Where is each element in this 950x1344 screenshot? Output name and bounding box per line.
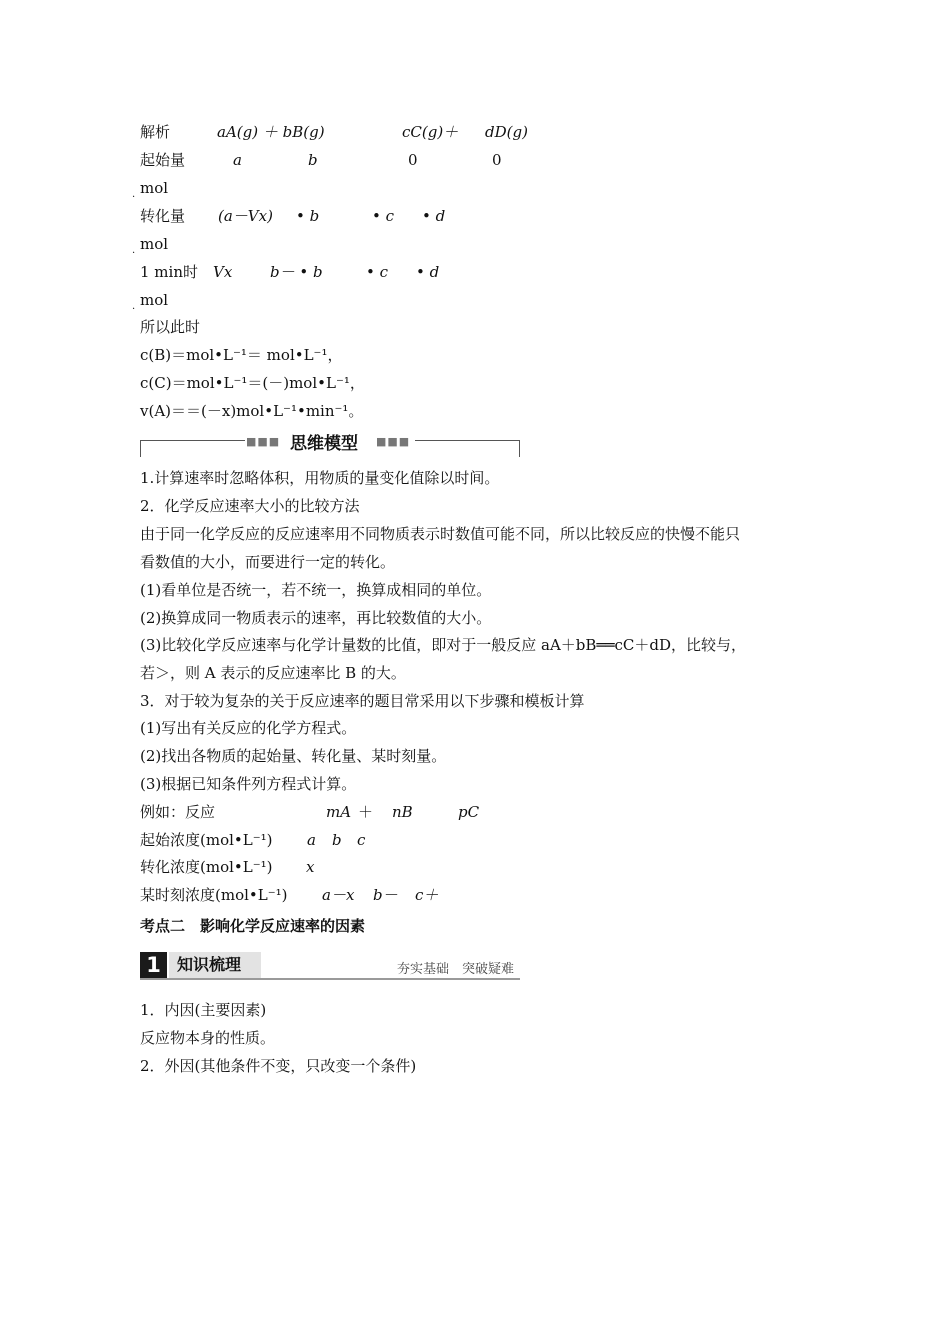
transform-a: (a－Vx) <box>218 207 273 225</box>
transform-b: • b <box>296 207 320 225</box>
tm-line-8: 若＞，则 A 表示的反应速率比 B 的大。 <box>140 664 406 682</box>
equation-cb: c(B)＝mol•L⁻¹＝ mol•L⁻¹， <box>140 346 343 364</box>
section-rule <box>140 978 520 980</box>
banner-squares-right: ■■■ <box>376 435 411 448</box>
transform-conc-x: x <box>306 858 315 876</box>
tm-line-11: (2)找出各物质的起始量、转化量、某时刻量。 <box>140 747 447 765</box>
start-conc-b: b <box>332 831 342 849</box>
start-b: b <box>308 151 318 169</box>
start-label: 起始量 <box>140 151 186 169</box>
knowledge-section-bar <box>140 952 520 980</box>
unit-mol-3: mol <box>140 291 169 309</box>
topic2-line-1: 1．内因(主要因素) <box>140 1001 267 1019</box>
tm-line-12: (3)根据已知条件列方程式计算。 <box>140 775 357 793</box>
start-d: 0 <box>492 151 502 169</box>
unit-mol-2: mol <box>140 235 169 253</box>
tm-line-6: (2)换算成同一物质表示的速率，再比较数值的大小。 <box>140 609 492 627</box>
transform-label: 转化量 <box>140 207 186 225</box>
example-nb: nB <box>392 803 413 821</box>
time-c: • c <box>366 263 389 281</box>
section-label: 知识梳理 <box>169 952 261 978</box>
time-d: • d <box>416 263 440 281</box>
bullet-dot: . <box>132 189 136 200</box>
example-ma: mA <box>326 803 352 821</box>
topic2-line-2: 反应物本身的性质。 <box>140 1029 276 1047</box>
reactants: aA(g) ＋ bB(g) <box>217 123 325 141</box>
start-c: 0 <box>408 151 418 169</box>
example-pc: pC <box>458 803 480 821</box>
transform-conc-label: 转化浓度(mol•L⁻¹) <box>140 858 273 876</box>
transform-c: • c <box>372 207 395 225</box>
tm-line-1: 1.计算速率时忽略体积，用物质的量变化值除以时间。 <box>140 469 500 487</box>
section-number: 1 <box>140 952 167 978</box>
tm-line-7: (3)比较化学反应速率与化学计量数的比值，即对于一般反应 aA＋bB══cC＋dD，比较与， <box>140 636 746 654</box>
tm-line-4: 看数值的大小，而要进行一定的转化。 <box>140 553 396 571</box>
start-conc-c: c <box>357 831 366 849</box>
moment-conc-b: b－ <box>373 886 398 904</box>
unit-mol-1: mol <box>140 179 169 197</box>
product-c: cC(g)＋ <box>402 123 459 141</box>
banner-bracket-right <box>415 440 520 457</box>
equation-va: v(A)＝＝(－x)mol•L⁻¹•min⁻¹。 <box>140 402 364 420</box>
tm-line-9: 3．对于较为复杂的关于反应速率的题目常采用以下步骤和模板计算 <box>140 692 585 710</box>
banner-bracket-left <box>140 440 245 457</box>
topic2-heading: 考点二 影响化学反应速率的因素 <box>140 917 366 935</box>
bullet-dot: . <box>132 301 136 312</box>
moment-conc-c: c＋ <box>415 886 439 904</box>
equation-cc: c(C)＝mol•L⁻¹＝(－)mol•L⁻¹， <box>140 374 365 392</box>
time-b: b－ • b <box>270 263 323 281</box>
so-line: 所以此时 <box>140 318 201 336</box>
topic2-line-3: 2．外因(其他条件不变，只改变一个条件) <box>140 1057 417 1075</box>
product-d: dD(g) <box>485 123 528 141</box>
thinking-model-banner <box>140 428 520 458</box>
start-conc-label: 起始浓度(mol•L⁻¹) <box>140 831 273 849</box>
time-label: 1 min时 <box>140 263 198 281</box>
bullet-dot: . <box>132 245 136 256</box>
example-plus: ＋ <box>358 803 374 821</box>
banner-title: 思维模型 <box>290 434 358 454</box>
start-conc-a: a <box>307 831 316 849</box>
analysis-label: 解析 <box>140 123 171 141</box>
section-slogan: 夯实基础 突破疑难 <box>396 962 514 977</box>
time-a: Vx <box>213 263 233 281</box>
moment-conc-label: 某时刻浓度(mol•L⁻¹) <box>140 886 288 904</box>
example-label: 例如：反应 <box>140 803 216 821</box>
tm-line-10: (1)写出有关反应的化学方程式。 <box>140 719 357 737</box>
moment-conc-a: a－x <box>322 886 355 904</box>
tm-line-5: (1)看单位是否统一，若不统一，换算成相同的单位。 <box>140 581 492 599</box>
transform-d: • d <box>422 207 446 225</box>
start-a: a <box>233 151 242 169</box>
tm-line-3: 由于同一化学反应的反应速率用不同物质表示时数值可能不同，所以比较反应的快慢不能只 <box>140 525 741 543</box>
banner-squares-left: ■■■ <box>246 435 281 448</box>
tm-line-2: 2．化学反应速率大小的比较方法 <box>140 497 360 515</box>
